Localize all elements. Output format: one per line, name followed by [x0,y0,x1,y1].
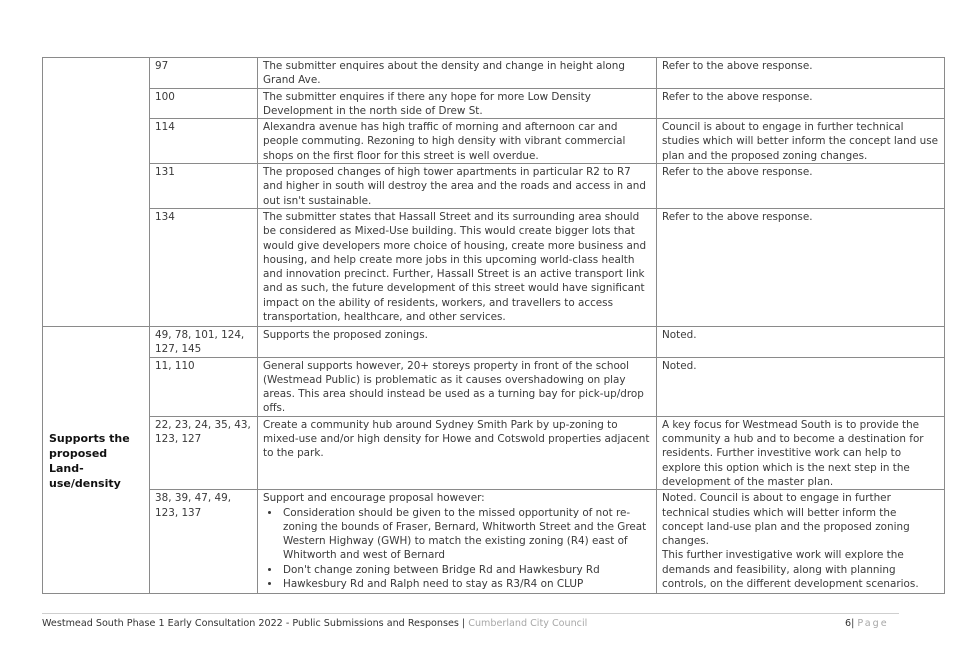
table-row [43,88,945,119]
footer-document-title [42,618,587,629]
list-item: • Consideration should be given to the missed opportunity of not re-zoning the bounds of Fraser, Bernard, Whitworth Street and the Great Western Highway (GWH) to match the existing zoning (R4) east of Whitworth and west of Bernard [281,506,652,563]
table-row [43,208,945,326]
response-text: Refer to the above response. [657,208,945,326]
submission-text: Supports the proposed zonings. [258,326,657,357]
response-text: Refer to the above response. [657,164,945,209]
table-row [43,164,945,209]
response-text [657,490,945,594]
category-cell: Supports the proposed Land-use/density [43,326,150,593]
response-text: Refer to the above response. [657,88,945,119]
response-text: Noted. [657,326,945,357]
response-text: Refer to the above response. [657,58,945,89]
category-cell [43,58,150,327]
submitter-id: 100 [150,88,258,119]
page-word: Page [857,618,889,629]
submitter-id: 22, 23, 24, 35, 43, 123, 127 [150,416,258,489]
submitter-id: 38, 39, 47, 49, 123, 137 [150,490,258,594]
submission-text: Alexandra avenue has high traffic of morning and afternoon car and people commuting. Rezoning to high density with vibrant commercial shops on the first floor for this street is well overdue. [258,119,657,164]
footer-title-text: Westmead South Phase 1 Early Consultation 2022 - Public Submissions and Responses [42,618,459,629]
submission-text: The proposed changes of high tower apartments in particular R2 to R7 and higher in south will destroy the area and the roads and access in and out isn't sustainable. [258,164,657,209]
table-row [43,119,945,164]
submitter-id: 134 [150,208,258,326]
submission-text: The submitter enquires if there any hope for more Low Density Development in the north side of Drew St. [258,88,657,119]
submission-text: The submitter enquires about the density and change in height along Grand Ave. [258,58,657,89]
table-row [43,416,945,489]
submitter-id: 114 [150,119,258,164]
response-text: Council is about to engage in further technical studies which will better inform the concept land use plan and the proposed zoning changes. [657,119,945,164]
response-text: A key focus for Westmead South is to provide the community a hub and to become a destination for residents. Further investitive work can help to explore this option which is the next step in the development of the master plan. [657,416,945,489]
list-item: • Don't change zoning between Bridge Rd and Hawkesbury Rd [281,563,652,577]
footer-divider [42,613,899,614]
page-separator: | [851,618,855,629]
response-paragraph: Noted. Council is about to engage in further technical studies which will better inform the concept land-use plan and the proposed zoning changes. [662,492,910,548]
page-number: 6 [845,618,852,629]
submitter-id: 131 [150,164,258,209]
table-row [43,326,945,357]
submission-bullet-list [263,506,652,592]
list-item: • Hawkesbury Rd and Ralph need to stay as R3/R4 on CLUP [281,577,652,591]
footer-separator: | [461,618,466,629]
submitter-id: 97 [150,58,258,89]
submission-intro: Support and encourage proposal however: [263,492,485,505]
submission-text: Create a community hub around Sydney Smith Park by up-zoning to mixed-use and/or high density for Howe and Cotswold properties adjacent to the park. [258,416,657,489]
response-text: Noted. [657,357,945,416]
submitter-id: 49, 78, 101, 124, 127, 145 [150,326,258,357]
submitter-id: 11, 110 [150,357,258,416]
response-paragraph: This further investigative work will explore the demands and feasibility, along with planning controls, on the different development scenarios. [662,549,919,591]
table-row [43,357,945,416]
submission-text: General supports however, 20+ storeys property in front of the school (Westmead Public) is problematic as it causes overshadowing on play areas. This area should instead be used as a turning bay for pick-up/drop offs. [258,357,657,416]
table-row [43,58,945,89]
footer-council-name: Cumberland City Council [468,618,588,629]
submissions-table [42,57,945,594]
table-row [43,490,945,594]
submission-text [258,490,657,594]
footer-page-number [845,618,889,629]
submission-text: The submitter states that Hassall Street and its surrounding area should be considered as Mixed-Use building. This would create bigger lots that would give developers more choice of housing, create more business and housing, and help create more jobs in this upcoming world-class health and innovation precinct. Further, Hassall Street is an active transport link and as such, the future development of this street would have significant impact on the ability of residents, workers, and travellers to access transportation, healthcare, and other services. [258,208,657,326]
